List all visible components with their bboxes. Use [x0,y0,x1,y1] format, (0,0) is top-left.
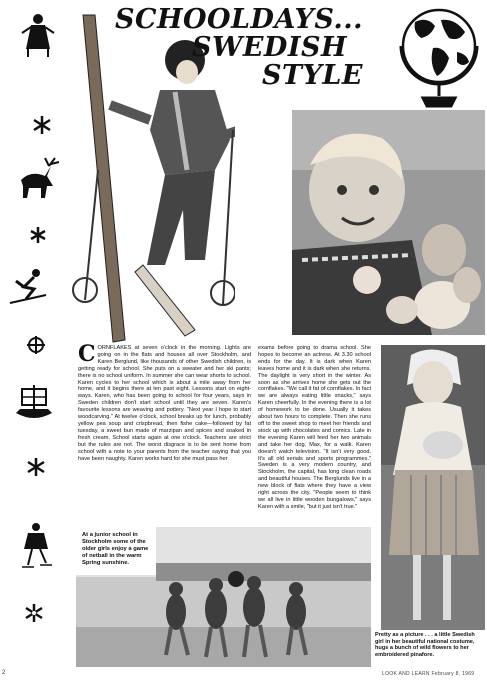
boy-with-toys-photo [292,110,485,335]
elk-icon [21,158,59,198]
globe-icon [395,2,485,112]
article-column-2: exams before going to drama school. She hopes to become an actress. At 3.30 school ends for the day. It is dark when Karen leaves home and it is dark when she returns. The daylight is very short in the winter. As soon as she arrives home she gets out the cornflakes. "We call it fat of cornflakes. In fact we are always eating little snacks," says Karen cheerfully. In the evening there is a lot of homework to be done. Usually it takes about two hours to complete. Then she runs off to the sweet shop to meet her friends and stock up with chocolates and comics. Late in the evening Karen will feed her two animals and take her dog, Max, for a walk. Karen doesn't watch television. "It isn't very good. It's all old serials and sports programmes." Sweden is a very modern country, and Stockholm, the capital, has long clean roads and beautiful houses. The Berglunds live in a new block of flats where they have a view right across the city. "People seem to think we all live in little wooden bungalows," says Karen with a smile, "but it just isn't true." [258,345,371,510]
viking-ship-icon [16,385,52,418]
girl-in-costume-photo [381,345,485,630]
drop-cap: C [78,341,96,367]
snowflake-icon [26,604,42,622]
magazine-footer: LOOK AND LEARN February 8, 1969 [382,671,475,677]
girl-caption: Pretty as a picture . . . a little Swedish girl in her beautiful national costume, hugs a bunch of wild flowers to her embroidered pinafore. [375,632,475,658]
decorative-motifs-column [0,5,70,675]
skier-icon [10,269,46,303]
title-line-1: SCHOOLDAYS... [115,4,364,35]
snowflake-icon [27,336,45,354]
snowflake-icon [28,458,44,476]
page-number: 2 [2,670,6,676]
article-column-1-text: ORNFLAKES at seven o'clock in the morning. Lights are going on in the flats and houses all over Stockholm, and Karen Berglund, like thousands of other Swedish children, is getting ready for school. She puts on a sweater and her ski pants; there is no school uniform. In summer she can wear shorts to school. Karen cycles to her school which is about a mile away from her home, and it begins there at ten past eight. Lessons start on eight-ways. Karen, who has been going to school for four years, says in Sweden children don't start school until they are seven. Karen's favourite lessons are weaving and pottery. "Next year I hope to start woodcarving." At twelve o'clock, school breaks up for lunch, probably yellow pea soup and crispbread, then fishe cake—followed by fat tuesday, a sweet bun made of marzipan and spices and soaked in fresh cream. School starts again at one o'clock. Teachers are strict but the rules are not. The worst disgrace is to be sent home from school with a note to your parents from the teacher saying that you have been naughty. Karen works hard for she must pass her [78,345,251,462]
skater-icon [22,523,52,567]
snowflake-icon [34,116,50,134]
article-column-1 [78,341,251,515]
title-line-3: STYLE [262,60,363,91]
title-line-2: SWEDISH [192,32,347,63]
netball-caption: At a junior school in Stockholm some of the older girls enjoy a game of netball in the warm Spring sunshine. [82,532,149,566]
snowflake-icon [31,227,45,243]
doll-icon [22,14,54,57]
